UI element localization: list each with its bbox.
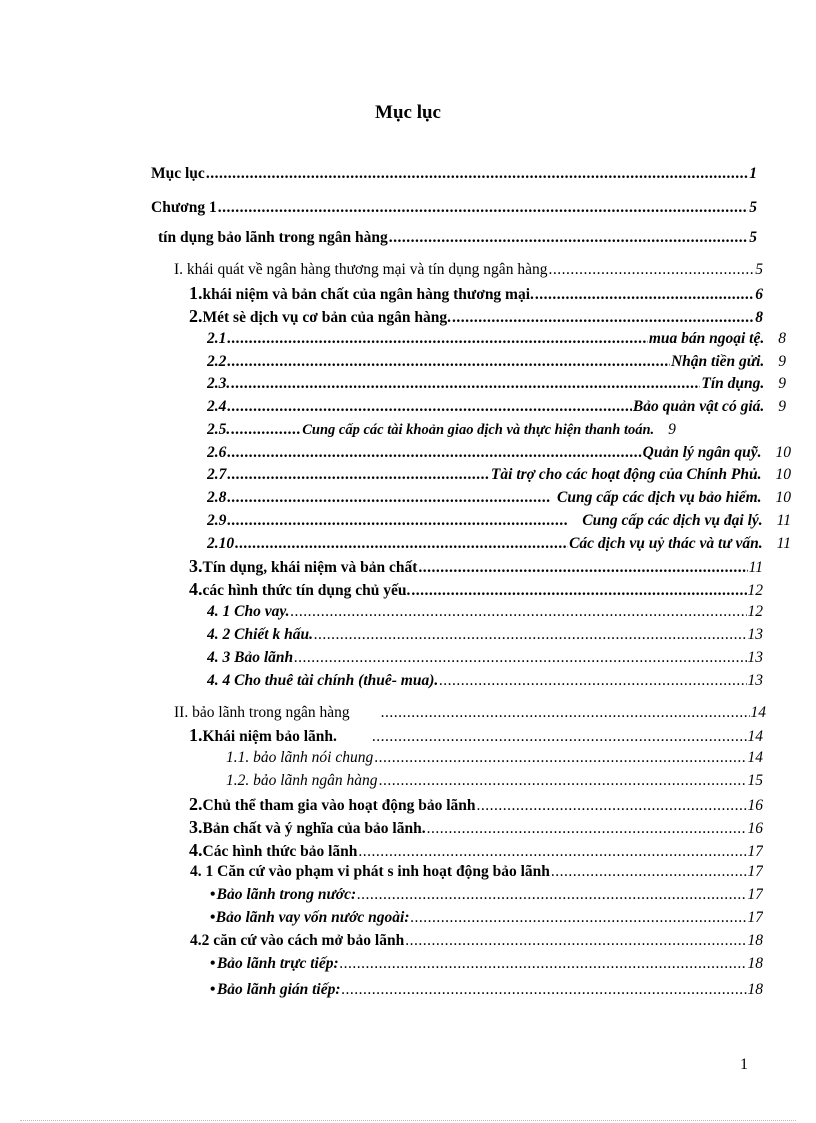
toc-label: Khái niệm bảo lãnh.: [202, 728, 337, 745]
toc-entry[interactable]: [207, 444, 791, 462]
toc-entry[interactable]: [207, 421, 786, 439]
toc-entry[interactable]: [207, 353, 786, 371]
toc-page: 6: [755, 286, 763, 303]
toc-page: 1: [749, 165, 757, 182]
toc-page: 11: [776, 512, 791, 529]
toc-entry[interactable]: [207, 535, 791, 553]
toc-leader: [358, 843, 746, 861]
toc-entry[interactable]: [207, 398, 786, 416]
toc-label: tín dụng bảo lãnh trong ngân hàng: [158, 229, 388, 246]
toc-entry[interactable]: [207, 466, 791, 484]
toc-label: Tín dụng.: [701, 375, 765, 392]
toc-leader: [231, 421, 301, 439]
toc-entry[interactable]: [210, 955, 763, 973]
toc-leader: [227, 330, 647, 348]
toc-leader: [372, 728, 747, 746]
toc-page: 5: [749, 199, 757, 216]
page-title: Mục lục: [375, 102, 441, 123]
toc-leader: [411, 582, 746, 600]
toc-entry[interactable]: [189, 818, 763, 838]
toc-leader: [374, 749, 746, 767]
toc-page: 17: [747, 909, 763, 926]
page-divider: [20, 1120, 796, 1121]
toc-entry[interactable]: [190, 932, 763, 950]
toc-leader: [227, 444, 641, 462]
toc-page: 16: [747, 820, 763, 837]
toc-number: 2.: [189, 795, 203, 814]
toc-label: Bảo quản vật có giá.: [632, 398, 765, 415]
bullet-icon: •: [210, 981, 216, 998]
toc-page: 8: [778, 330, 786, 347]
toc-label: Các hình thức bảo lãnh: [202, 843, 358, 860]
toc-entry[interactable]: [226, 749, 763, 767]
toc-entry[interactable]: [210, 886, 763, 904]
toc-leader: [227, 466, 490, 484]
toc-page: 13: [747, 672, 763, 689]
toc-number: 2.8: [207, 489, 227, 506]
toc-label: Quản lý ngân quỹ.: [642, 444, 762, 461]
toc-page: 17: [747, 863, 763, 880]
toc-page: 10: [775, 444, 791, 461]
toc-label: Chủ thể tham gia vào hoạt động bảo lãnh: [202, 797, 476, 814]
toc-entry[interactable]: [190, 863, 763, 881]
toc-leader: [410, 909, 746, 927]
toc-label: 4.2 căn cứ vào cách mở bảo lãnh: [190, 932, 405, 949]
toc-label: 4. 3 Bảo lãnh: [207, 649, 294, 666]
toc-page: 14: [747, 749, 763, 766]
toc-leader: [206, 165, 748, 183]
toc-leader: [342, 981, 747, 999]
bullet-icon: •: [210, 909, 216, 926]
toc-label: Bảo lãnh trực tiếp:: [216, 955, 339, 972]
toc-entry[interactable]: [207, 330, 786, 348]
toc-entry[interactable]: [207, 626, 763, 644]
bullet-icon: •: [210, 955, 216, 972]
toc-page: 17: [747, 843, 763, 860]
toc-entry[interactable]: [151, 165, 757, 183]
toc-number: 2.: [189, 307, 203, 326]
toc-page: 16: [747, 797, 763, 814]
toc-label: Mét sè dịch vụ cơ bản của ngân hàng.: [202, 309, 451, 326]
toc-label: Nhận tiền gửi.: [670, 353, 765, 370]
toc-entry[interactable]: [207, 672, 763, 690]
toc-page: 18: [747, 955, 763, 972]
toc-number: 2.2: [207, 353, 227, 370]
toc-label: 4. 4 Cho thuê tài chính (thuê- mua).: [207, 672, 439, 689]
toc-entry[interactable]: [189, 841, 763, 861]
toc-number: 2.7: [207, 466, 227, 483]
toc-leader: [439, 672, 746, 690]
toc-label: khái niệm và bản chất của ngân hàng thương mại.: [202, 286, 534, 303]
toc-leader: [405, 932, 746, 950]
toc-label: Cung cấp các dịch vụ bảo hiểm.: [556, 489, 762, 506]
toc-leader: [227, 512, 567, 530]
toc-page: 11: [776, 535, 791, 552]
toc-entry[interactable]: [189, 307, 763, 327]
toc-entry[interactable]: [189, 580, 763, 600]
toc-page: 10: [775, 489, 791, 506]
toc-page: 11: [748, 559, 763, 576]
toc-entry[interactable]: [158, 229, 757, 247]
toc-leader: [291, 603, 747, 621]
toc-number: 3.: [189, 818, 203, 837]
toc-page: 15: [747, 772, 763, 789]
toc-page: 14: [747, 728, 763, 745]
toc-label: 4. 2 Chiết k hấu.: [207, 626, 313, 643]
toc-page: 18: [747, 932, 763, 949]
toc-leader: [389, 229, 749, 247]
toc-leader: [381, 704, 750, 722]
toc-leader: [227, 489, 550, 507]
toc-label: các hình thức tín dụng chủ yếu.: [202, 582, 411, 599]
bullet-icon: •: [210, 886, 216, 903]
toc-entry[interactable]: [151, 199, 757, 217]
toc-leader: [227, 398, 632, 416]
toc-entry[interactable]: [189, 795, 763, 815]
toc-page: 9: [778, 398, 786, 415]
toc-entry[interactable]: [189, 726, 763, 746]
toc-page: 9: [778, 353, 786, 370]
toc-page: 18: [747, 981, 763, 998]
toc-leader: [294, 649, 746, 667]
toc-number: 1.: [189, 726, 203, 745]
toc-leader: [235, 535, 568, 553]
toc-label: Bản chất và ý nghĩa của bảo lãnh.: [202, 820, 426, 837]
toc-leader: [427, 820, 747, 838]
toc-page: 5: [755, 261, 763, 278]
toc-label: Các dịch vụ uỷ thác và tư vấn.: [569, 535, 763, 552]
toc-page: 9: [778, 375, 786, 392]
toc-entry[interactable]: [210, 909, 763, 927]
toc-entry[interactable]: [174, 261, 763, 279]
page-number: 1: [740, 1056, 748, 1073]
toc-entry[interactable]: [207, 512, 791, 530]
toc-label: Bảo lãnh gián tiếp:: [216, 981, 341, 998]
toc-page: 12: [747, 603, 763, 620]
toc-number: 2.3.: [207, 375, 231, 392]
toc-label: 1.2. bảo lãnh ngân hàng: [226, 772, 378, 789]
toc-entry[interactable]: [189, 557, 763, 577]
toc-number: 2.1: [207, 330, 227, 347]
toc-label: I. khái quát về ngân hàng thương mại và tín dụng ngân hàng: [174, 261, 548, 278]
toc-entry[interactable]: [226, 772, 763, 790]
toc-page: 8: [755, 309, 763, 326]
toc-leader: [452, 309, 754, 327]
toc-number: 4.: [189, 580, 203, 599]
toc-page: 13: [747, 626, 763, 643]
toc-label: Cung cấp các dịch vụ đại lý.: [582, 512, 763, 529]
toc-number: 3.: [189, 557, 203, 576]
toc-page: 9: [668, 421, 676, 438]
toc-number: 2.10: [207, 535, 235, 552]
toc-page: 10: [775, 466, 791, 483]
toc-entry[interactable]: [210, 981, 763, 999]
toc-leader: [340, 955, 747, 973]
toc-leader: [314, 626, 747, 644]
toc-label: II. bảo lãnh trong ngân hàng: [174, 704, 350, 721]
toc-page: 17: [747, 886, 763, 903]
toc-number: 4.: [189, 841, 203, 860]
toc-leader: [231, 375, 700, 393]
toc-leader: [218, 199, 749, 217]
toc-leader: [535, 286, 754, 304]
toc-number: 2.9: [207, 512, 227, 529]
toc-label: Chương 1: [151, 199, 217, 216]
toc-entry[interactable]: [207, 489, 791, 507]
toc-number: 2.5.: [207, 421, 231, 438]
toc-leader: [357, 886, 746, 904]
toc-leader: [548, 261, 754, 279]
toc-leader: [379, 772, 747, 790]
toc-number: 1.: [189, 284, 203, 303]
toc-label: mua bán ngoại tệ.: [648, 330, 765, 347]
toc-leader: [551, 863, 747, 881]
toc-label: Cung cấp các tài khoản giao dịch và thực hiện thanh toán.: [302, 422, 655, 438]
toc-leader: [477, 797, 747, 815]
toc-label: 1.1. bảo lãnh nói chung: [226, 749, 374, 766]
toc-number: 2.4: [207, 398, 227, 415]
toc-entry[interactable]: [174, 704, 766, 722]
toc-page: 13: [747, 649, 763, 666]
toc-page: 12: [747, 582, 763, 599]
toc-label: Bảo lãnh vay vốn nước ngoài:: [215, 909, 410, 926]
toc-entry[interactable]: [207, 649, 763, 667]
toc-leader: [227, 353, 670, 371]
toc-entry[interactable]: [189, 284, 763, 304]
toc-label: Bảo lãnh trong nước:: [216, 886, 357, 903]
toc-leader: [418, 559, 747, 577]
toc-label: Mục lục: [151, 165, 205, 182]
toc-entry[interactable]: [207, 375, 786, 393]
toc-entry[interactable]: [207, 603, 763, 621]
toc-number: 2.6: [207, 444, 227, 461]
toc-label: Tín dụng, khái niệm và bản chất: [202, 559, 418, 576]
toc-label: 4. 1 Căn cứ vào phạm vi phát s inh hoạt động bảo lãnh: [190, 863, 550, 880]
toc-label: Tài trợ cho các hoạt động của Chính Phủ.: [490, 466, 762, 483]
toc-page: 14: [750, 704, 766, 721]
toc-label: 4. 1 Cho vay.: [207, 603, 290, 620]
toc-page: 5: [749, 229, 757, 246]
